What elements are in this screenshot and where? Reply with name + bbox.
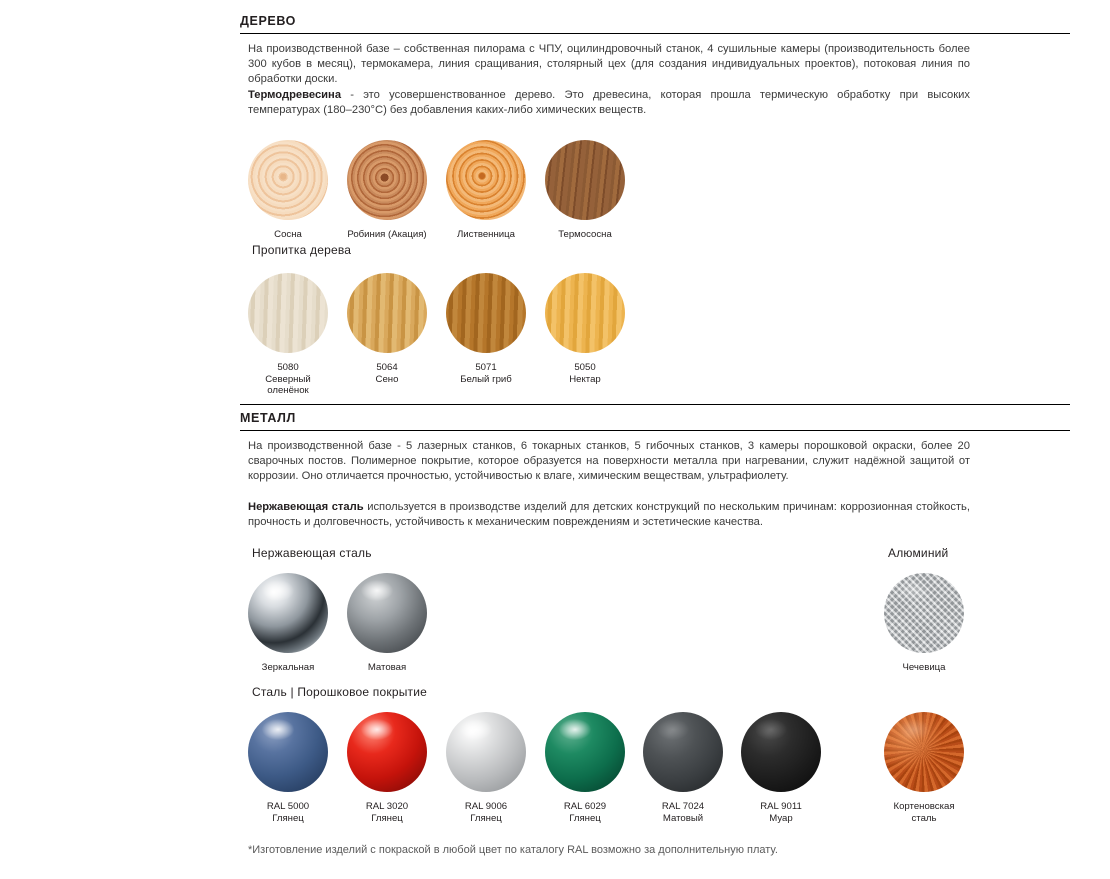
swatch-name: RAL 6029	[563, 801, 607, 812]
swatch-ral-6029[interactable]	[545, 712, 625, 824]
swatch-ral-9006[interactable]	[446, 712, 526, 824]
group-label-wood-impregnation: Пропитка дерева	[252, 243, 352, 257]
swatch-caption	[347, 662, 427, 674]
swatch-sub: Белый гриб	[460, 373, 512, 385]
wood-paragraph-2-bold: Термодревесина	[248, 89, 342, 101]
swatch-sub: Северный оленёнок	[265, 373, 311, 396]
ral-9011-icon	[741, 712, 821, 792]
ral-3020-icon	[347, 712, 427, 792]
ral-9006-icon	[446, 712, 526, 792]
swatch-wood-5064[interactable]	[347, 273, 427, 385]
wood-paragraph-1: На производственной базе – собственная пилорама с ЧПУ, оцилиндровочный станок, 4 сушильные камеры (производительность более 300 кубов в месяц), термокамера, линия сращивания, столярный цех (для создания индивидуальных проектов), потоковая линия по обработки доски.	[248, 43, 970, 86]
swatch-name: RAL 7024	[661, 801, 705, 812]
section-divider-metal-top	[240, 404, 1070, 405]
swatch-name: Кортеновская	[893, 801, 955, 812]
section-header-metal	[240, 411, 1070, 431]
swatch-name: RAL 5000	[266, 801, 310, 812]
swatch-sub: Муар	[769, 812, 793, 824]
swatch-name: RAL 9006	[464, 801, 508, 812]
metal-paragraph-1: На производственной базе - 5 лазерных станков, 6 токарных станков, 5 гибочных станков, 3 камеры порошковой окраски, более 20 сварочных постов. Полимерное покрытие, которое образуется на поверхности металла при нагревании, служит надёжной защитой от коррозии. Оно отличается прочностью, устойчивостью к влаге, химическим веществам, ультрафиолету.	[248, 440, 970, 483]
swatch-sub: Нектар	[569, 373, 601, 385]
ral-7024-icon	[643, 712, 723, 792]
swatch-caption	[643, 801, 723, 824]
swatch-caption	[248, 801, 328, 824]
swatch-caption	[545, 229, 625, 241]
swatch-name: Чечевица	[902, 662, 946, 673]
swatch-aluminium-lentil[interactable]	[884, 573, 964, 674]
wood-5064-icon	[347, 273, 427, 353]
swatch-caption	[884, 801, 964, 824]
steel-mirror-icon	[248, 573, 328, 653]
swatch-caption	[248, 662, 328, 674]
wood-5080-icon	[248, 273, 328, 353]
metal-paragraph-2-bold: Нержавеющая сталь	[248, 501, 364, 513]
swatch-name: Зеркальная	[261, 662, 315, 673]
swatch-caption	[446, 229, 526, 241]
swatch-steel-mirror[interactable]	[248, 573, 328, 674]
section-divider-metal	[240, 430, 1070, 431]
swatch-korten-steel[interactable]	[884, 712, 964, 824]
wood-paragraph-2-rest: - это усовершенствованное дерево. Это древесина, которая прошла термическую обработку при высоких температурах (180–230°C) без добавления каких-либо химических веществ.	[248, 89, 970, 117]
section-divider-wood	[240, 33, 1070, 34]
swatch-sub: Глянец	[569, 812, 601, 824]
swatch-name: 5080	[277, 362, 299, 373]
swatch-ral-9011[interactable]	[741, 712, 821, 824]
swatch-wood-5071[interactable]	[446, 273, 526, 385]
group-label-powder-coating: Сталь | Порошковое покрытие	[252, 685, 427, 699]
swatch-wood-sosna[interactable]	[248, 140, 328, 241]
swatch-sub: Глянец	[371, 812, 403, 824]
swatch-caption	[884, 662, 964, 674]
ral-5000-icon	[248, 712, 328, 792]
swatch-wood-5080[interactable]	[248, 273, 328, 397]
swatch-caption	[347, 362, 427, 385]
wood-paragraph-2	[248, 88, 970, 118]
swatch-sub: Матовый	[662, 812, 704, 824]
swatch-caption	[347, 801, 427, 824]
swatch-sub: Глянец	[470, 812, 502, 824]
footnote-ral: *Изготовление изделий с покраской в любой цвет по каталогу RAL возможно за дополнительную плату.	[248, 844, 778, 856]
swatch-caption	[248, 362, 328, 397]
group-label-stainless-steel: Нержавеющая сталь	[252, 546, 372, 560]
swatch-name: 5050	[574, 362, 596, 373]
swatch-caption	[741, 801, 821, 824]
wood-5071-icon	[446, 273, 526, 353]
steel-matte-icon	[347, 573, 427, 653]
swatch-caption	[545, 801, 625, 824]
wood-robinia-icon	[347, 140, 427, 220]
swatch-ral-5000[interactable]	[248, 712, 328, 824]
swatch-name: Матовая	[367, 662, 407, 673]
ral-6029-icon	[545, 712, 625, 792]
swatch-name: 5064	[376, 362, 398, 373]
swatch-name: 5071	[475, 362, 497, 373]
swatch-caption	[545, 362, 625, 385]
aluminium-lentil-icon	[884, 573, 964, 653]
swatch-wood-robinia[interactable]	[347, 140, 427, 241]
swatch-sub: сталь	[911, 812, 937, 824]
wood-5050-icon	[545, 273, 625, 353]
section-title-metal: МЕТАЛЛ	[240, 411, 296, 425]
swatch-sub: Глянец	[272, 812, 304, 824]
wood-sosna-icon	[248, 140, 328, 220]
swatch-caption	[347, 229, 427, 241]
swatch-steel-matte[interactable]	[347, 573, 427, 674]
swatch-name: RAL 9011	[760, 801, 802, 812]
swatch-ral-7024[interactable]	[643, 712, 723, 824]
swatch-caption	[446, 801, 526, 824]
swatch-name: Робиния (Акация)	[347, 229, 427, 240]
swatch-sub: Сено	[375, 373, 399, 385]
section-title-wood: ДЕРЕВО	[240, 14, 296, 28]
swatch-caption	[446, 362, 526, 385]
swatch-name: Лиственница	[457, 229, 515, 240]
metal-paragraph-2	[248, 500, 970, 530]
swatch-name: Сосна	[274, 229, 302, 240]
swatch-wood-listvennica[interactable]	[446, 140, 526, 241]
swatch-caption	[248, 229, 328, 241]
metal-paragraph-2-rest: используется в производстве изделий для детских конструкций по нескольким причинам: коррозионная стойкость, прочность и долговечность, устойчивость к механическим повреждениям и эстетические качества.	[248, 501, 970, 529]
swatch-name: RAL 3020	[365, 801, 409, 812]
korten-steel-icon	[884, 712, 964, 792]
wood-listvennica-icon	[446, 140, 526, 220]
swatch-name: Термососна	[558, 229, 612, 240]
section-header-wood	[240, 14, 1070, 34]
group-label-aluminium: Алюминий	[888, 546, 949, 560]
swatch-wood-5050[interactable]	[545, 273, 625, 385]
swatch-ral-3020[interactable]	[347, 712, 427, 824]
wood-termososna-icon	[545, 140, 625, 220]
swatch-wood-termososna[interactable]	[545, 140, 625, 241]
